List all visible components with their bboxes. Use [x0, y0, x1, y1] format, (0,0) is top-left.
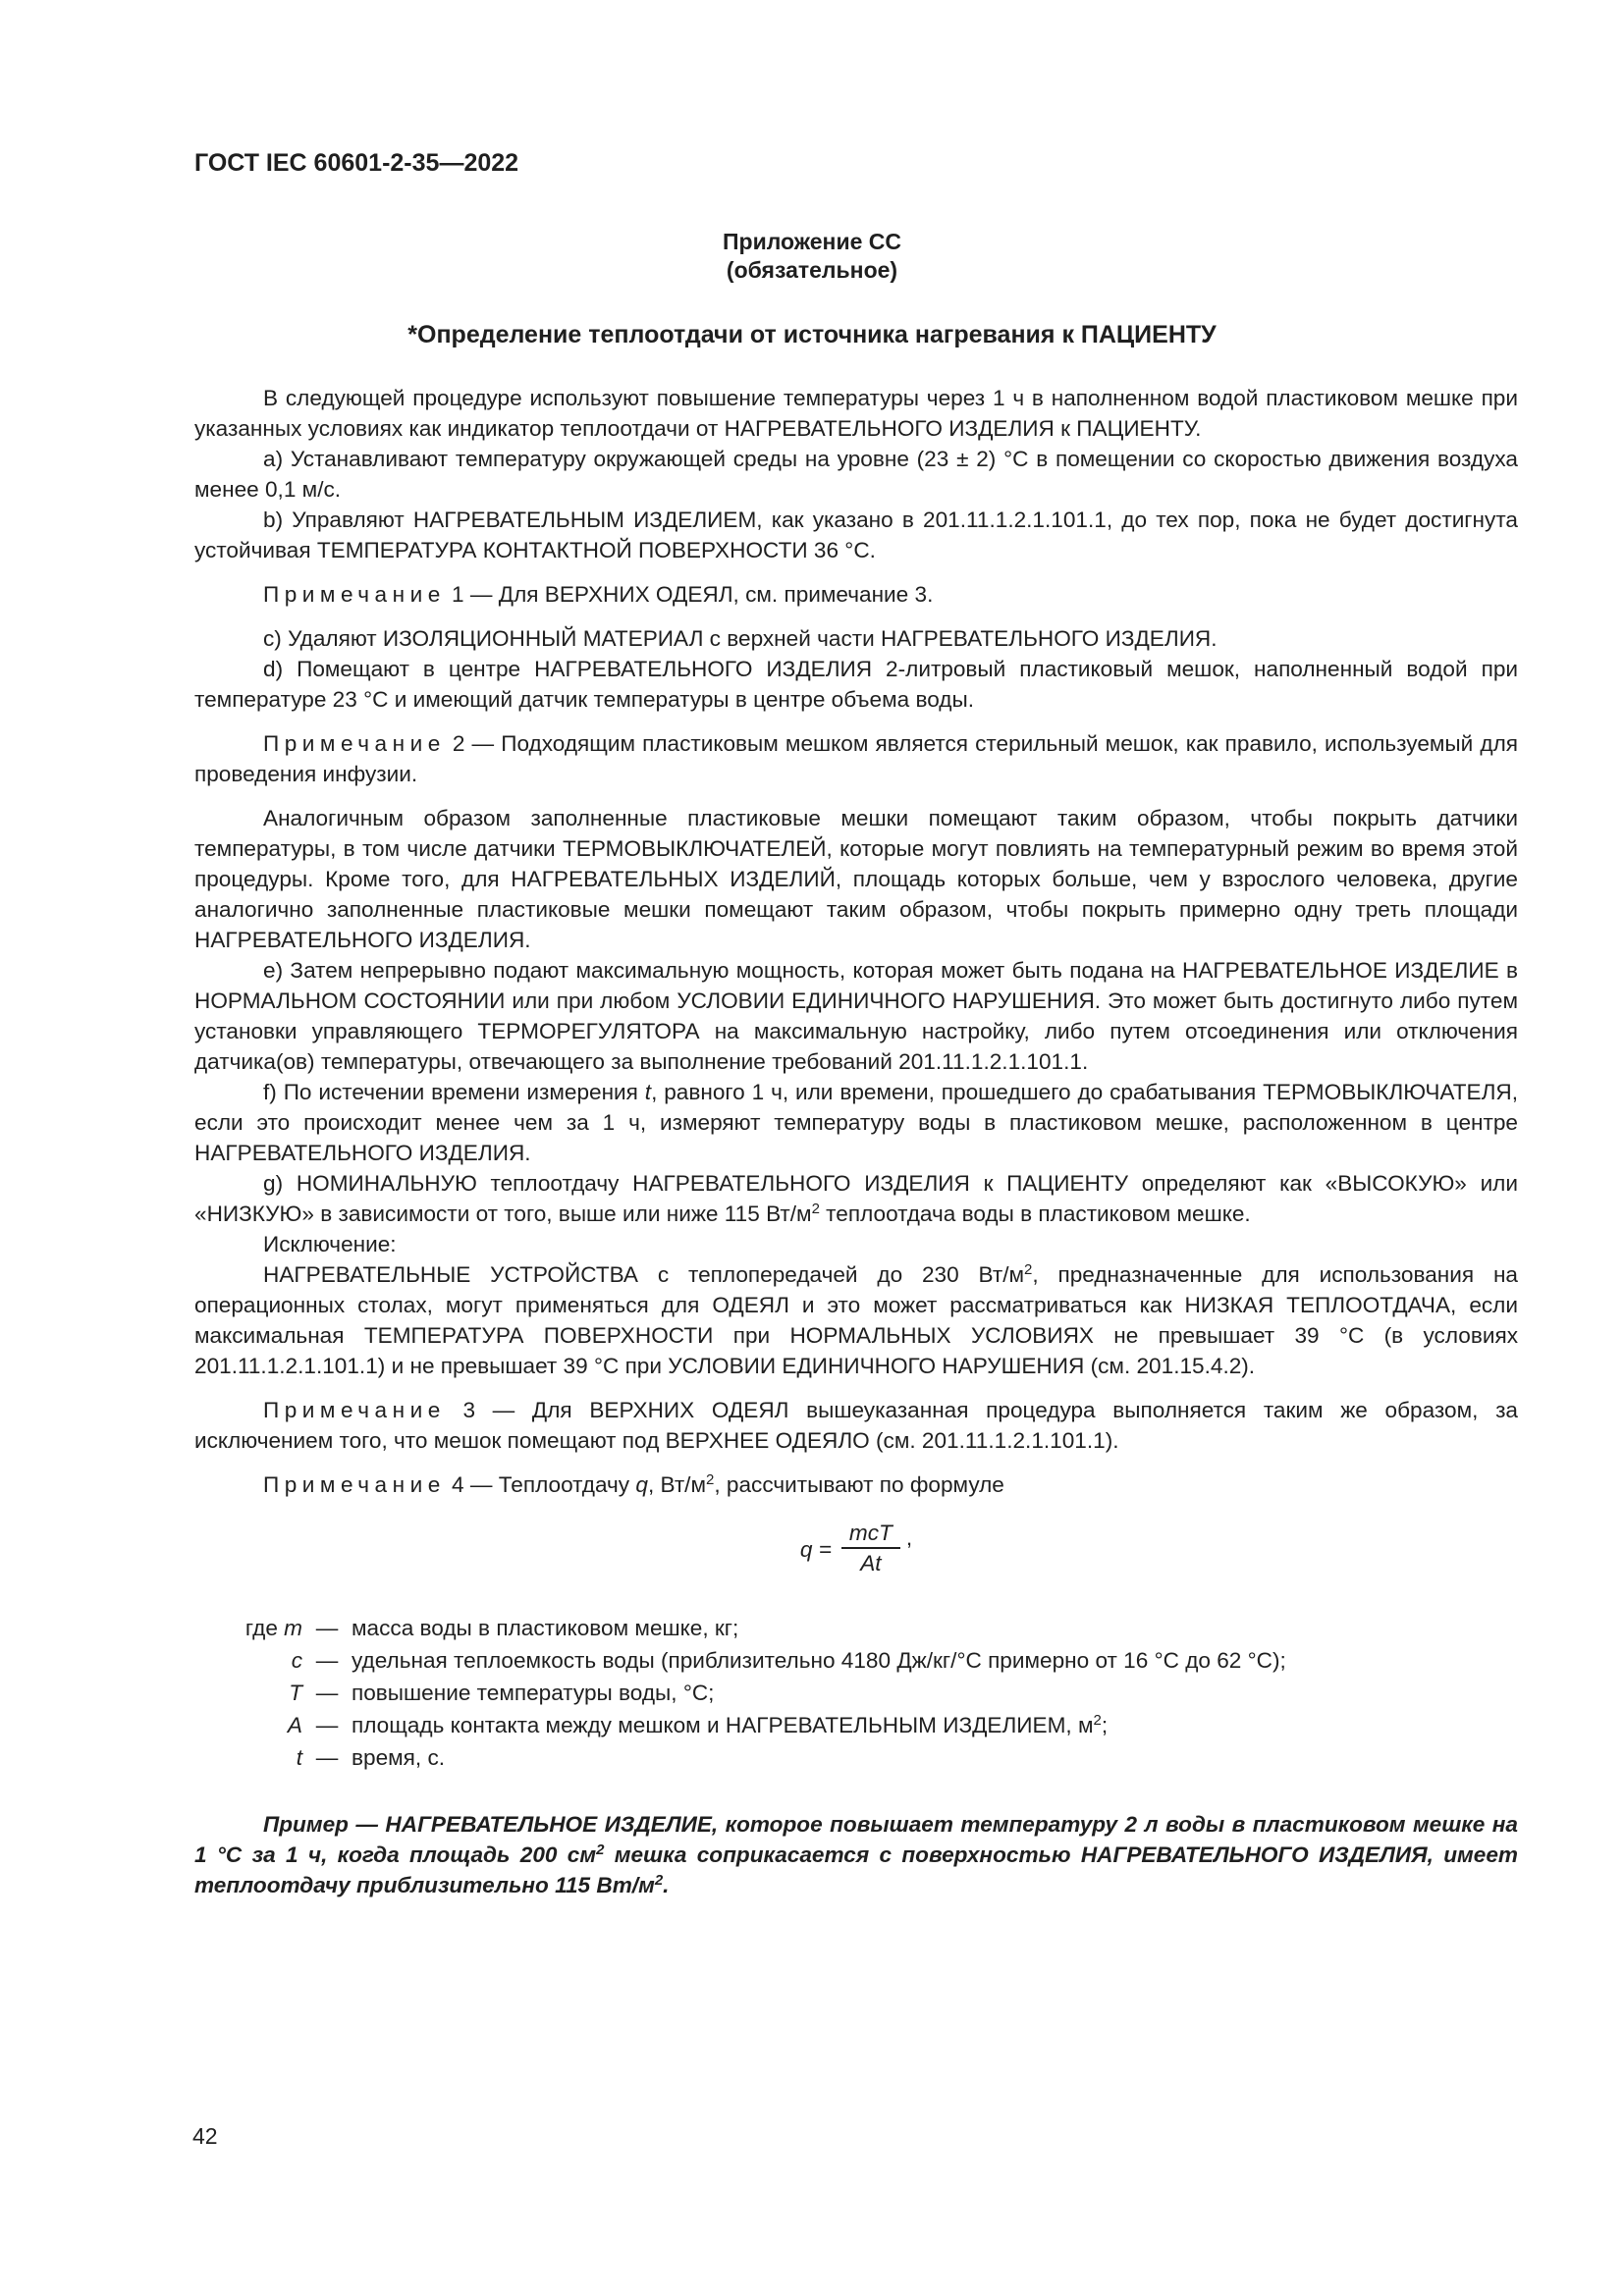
example-paragraph [194, 1809, 1518, 1900]
exception-text [194, 1259, 1518, 1381]
definition-dash: — [315, 1616, 339, 1640]
note-label: Примечание [263, 1472, 446, 1497]
definition-dash: — [315, 1681, 339, 1705]
definition-text-part: ; [1101, 1713, 1109, 1737]
exception-text-part: НАГРЕВАТЕЛЬНЫЕ УСТРОЙСТВА с теплопередачей до 230 Вт/м [263, 1262, 1024, 1287]
document-code-header: ГОСТ IEC 60601-2-35—2022 [194, 149, 519, 177]
definition-row [194, 1644, 1518, 1677]
formula-denominator: At [860, 1551, 882, 1575]
step-e: e) Затем непрерывно подают максимальную мощность, которая может быть подана на НАГРЕВАТЕЛЬНОЕ ИЗДЕЛИЕ в НОРМАЛЬНОМ СОСТОЯНИИ или при любом УСЛОВИИ ЕДИНИЧНОГО НАРУШЕНИЯ. Это может быть достигнуто либо путем установки управляющего ТЕРМОРЕГУЛЯТОРА на максимальную настройку, либо путем отсоединения или отключения датчика(ов) температуры, отвечающего за выполнение требований 201.11.1.2.1.101.1. [194, 958, 1518, 1074]
formula-comma: , [905, 1524, 913, 1550]
step-d: d) Помещают в центре НАГРЕВАТЕЛЬНОГО ИЗДЕЛИЯ 2-литровый пластиковый мешок, наполненный водой при температуре 23 °С и имеющий датчик температуры в центре объема воды. [194, 657, 1518, 712]
document-body [194, 383, 1518, 1900]
annex-status: (обязательное) [726, 257, 898, 283]
definition-text [352, 1741, 1518, 1774]
definition-text [352, 1677, 1518, 1709]
note-text: 4 — Теплоотдачу [445, 1472, 636, 1497]
intro-paragraph: В следующей процедуре используют повышение температуры через 1 ч в наполненном водой пластиковом мешке при указанных условиях как индикатор теплоотдачи от НАГРЕВАТЕЛЬНОГО ИЗДЕЛИЯ к ПАЦИЕНТУ. [194, 386, 1518, 441]
example-text: . [663, 1873, 670, 1897]
exception-text-part: , предназначенные для использования на операционных столах, могут применяться для ОДЕЯЛ и это может рассматриваться как НИЗКАЯ ТЕПЛООТДАЧА, если максимальная ТЕМПЕРАТУРА ПОВЕРХНОСТИ при НОРМАЛЬНЫХ УСЛОВИЯХ не превышает 39 °С (в условиях 201.11.1.2.1.101.1) и не превышает 39 °С при УСЛОВИИ ЕДИНИЧНОГО НАРУШЕНИЯ (см. 201.15.4.2). [194, 1262, 1518, 1378]
step-b: b) Управляют НАГРЕВАТЕЛЬНЫМ ИЗДЕЛИЕМ, как указано в 201.11.1.2.1.101.1, до тех пор, пока не будет достигнута устойчивая ТЕМПЕРАТУРА КОНТАКТНОЙ ПОВЕРХНОСТИ 36 °С. [194, 507, 1518, 562]
superscript: 2 [654, 1872, 664, 1889]
superscript: 2 [596, 1842, 605, 1858]
step-a: a) Устанавливают температуру окружающей среды на уровне (23 ± 2) °С в помещении со скоростью движения воздуха менее 0,1 м/с. [194, 447, 1518, 502]
symbol-m: m [284, 1616, 302, 1640]
note-text: 1 — Для ВЕРХНИХ ОДЕЯЛ, см. примечание 3. [445, 582, 934, 607]
example-text: Пример — НАГРЕВАТЕЛЬНОЕ ИЗДЕЛИЕ, которое повышает температуру 2 л воды в пластиковом мешке на 1 °С за 1 ч, когда площадь 200 см [194, 1812, 1518, 1867]
definition-dash: — [315, 1713, 339, 1737]
symbol-definitions [194, 1612, 1518, 1774]
note-2 [194, 728, 1518, 789]
note-text: 2 — Подходящим пластиковым мешком является стерильный мешок, как правило, используемый для проведения инфузии. [194, 731, 1518, 786]
variable-t: t [644, 1080, 652, 1104]
superscript: 2 [811, 1201, 820, 1217]
definition-text [352, 1644, 1518, 1677]
definition-prefix: где [244, 1616, 285, 1640]
step-g-text: g) НОМИНАЛЬНУЮ теплоотдачу НАГРЕВАТЕЛЬНОГО ИЗДЕЛИЯ к ПАЦИЕНТУ определяют как «ВЫСОКУЮ» или «НИЗКУЮ» в зависимости от того, выше или ниже 115 Вт/м [194, 1171, 1518, 1226]
definition-row [194, 1677, 1518, 1709]
note-text: , рассчитывают по формуле [714, 1472, 1004, 1497]
definition-symbol [194, 1612, 302, 1644]
formula-lhs: q = [799, 1536, 832, 1562]
note-4 [194, 1469, 1518, 1500]
step-c: c) Удаляют ИЗОЛЯЦИОННЫЙ МАТЕРИАЛ с верхней части НАГРЕВАТЕЛЬНОГО ИЗДЕЛИЯ. [263, 626, 1218, 651]
page-number: 42 [192, 2123, 218, 2149]
annex-name: Приложение CC [722, 229, 901, 254]
note-3 [194, 1395, 1518, 1456]
formula-numerator: mcT [841, 1520, 900, 1549]
note-text: , Вт/м [647, 1472, 706, 1497]
definition-row [194, 1612, 1518, 1644]
definition-symbol [194, 1709, 302, 1741]
example-text: мешка соприкасается с поверхностью НАГРЕВАТЕЛЬНОГО ИЗДЕЛИЯ, имеет теплоотдачу приблизительно 115 Вт/м [194, 1842, 1518, 1897]
note-1 [194, 579, 1518, 610]
symbol-t: t [296, 1745, 302, 1770]
step-g [194, 1168, 1518, 1229]
note-label: Примечание [263, 1398, 446, 1422]
definition-text-part: масса воды в пластиковом мешке, кг; [352, 1616, 739, 1640]
step-f [194, 1077, 1518, 1168]
formula-fraction [841, 1520, 900, 1578]
superscript: 2 [706, 1471, 715, 1488]
definition-row [194, 1709, 1518, 1741]
definition-text [352, 1612, 1518, 1644]
definition-symbol [194, 1644, 302, 1677]
note-text: 3 — Для ВЕРХНИХ ОДЕЯЛ вышеуказанная процедура выполняется таким же образом, за исключением того, что мешок помещают под ВЕРХНЕЕ ОДЕЯЛО (см. 201.11.1.2.1.101.1). [194, 1398, 1518, 1453]
annex-title: *Определение теплоотдачи от источника нагревания к ПАЦИЕНТУ [407, 321, 1217, 348]
annex-heading [0, 228, 1624, 285]
definition-row [194, 1741, 1518, 1774]
definition-dash: — [315, 1648, 339, 1673]
definition-symbol [194, 1741, 302, 1774]
definition-text-part: удельная теплоемкость воды (приблизительно 4180 Дж/кг/°С примерно от 16 °С до 62 °С); [352, 1648, 1286, 1673]
definition-dash: — [315, 1745, 339, 1770]
step-f-text: , равного 1 ч, или времени, прошедшего до срабатывания ТЕРМОВЫКЛЮЧАТЕЛЯ, если это происходит менее чем за 1 ч, измеряют температуру воды в пластиковом мешке, расположенном в центре НАГРЕВАТЕЛЬНОГО ИЗДЕЛИЯ. [194, 1080, 1518, 1165]
superscript: 2 [1024, 1261, 1033, 1278]
note-label: Примечание [263, 731, 446, 756]
variable-q: q [635, 1472, 648, 1497]
definition-text [352, 1709, 1518, 1741]
heat-transfer-formula [194, 1520, 1518, 1578]
definition-text-part: время, с. [352, 1745, 446, 1770]
definition-text-part: повышение температуры воды, °С; [352, 1681, 715, 1705]
definition-symbol [194, 1677, 302, 1709]
step-g-text: теплоотдача воды в пластиковом мешке. [819, 1201, 1251, 1226]
note-label: Примечание [263, 582, 446, 607]
definition-text-part: площадь контакта между мешком и НАГРЕВАТЕЛЬНЫМ ИЗДЕЛИЕМ, м [352, 1713, 1094, 1737]
symbol-A: A [287, 1713, 302, 1737]
symbol-c: c [291, 1648, 302, 1673]
step-f-text: f) По истечении времени измерения [263, 1080, 645, 1104]
exception-label: Исключение: [263, 1232, 397, 1256]
similar-bags-paragraph: Аналогичным образом заполненные пластиковые мешки помещают таким образом, чтобы покрыть датчики температуры, в том числе датчики ТЕРМОВЫКЛЮЧАТЕЛЕЙ, которые могут повлиять на температурный режим во время этой процедуры. Кроме того, для НАГРЕВАТЕЛЬНЫХ ИЗДЕЛИЙ, площадь которых больше, чем у взрослого человека, другие аналогично заполненные пластиковые мешки помещают таким образом, чтобы покрыть примерно одну треть площади НАГРЕВАТЕЛЬНОГО ИЗДЕЛИЯ. [194, 806, 1518, 952]
symbol-T: T [289, 1681, 302, 1705]
superscript: 2 [1093, 1712, 1102, 1729]
